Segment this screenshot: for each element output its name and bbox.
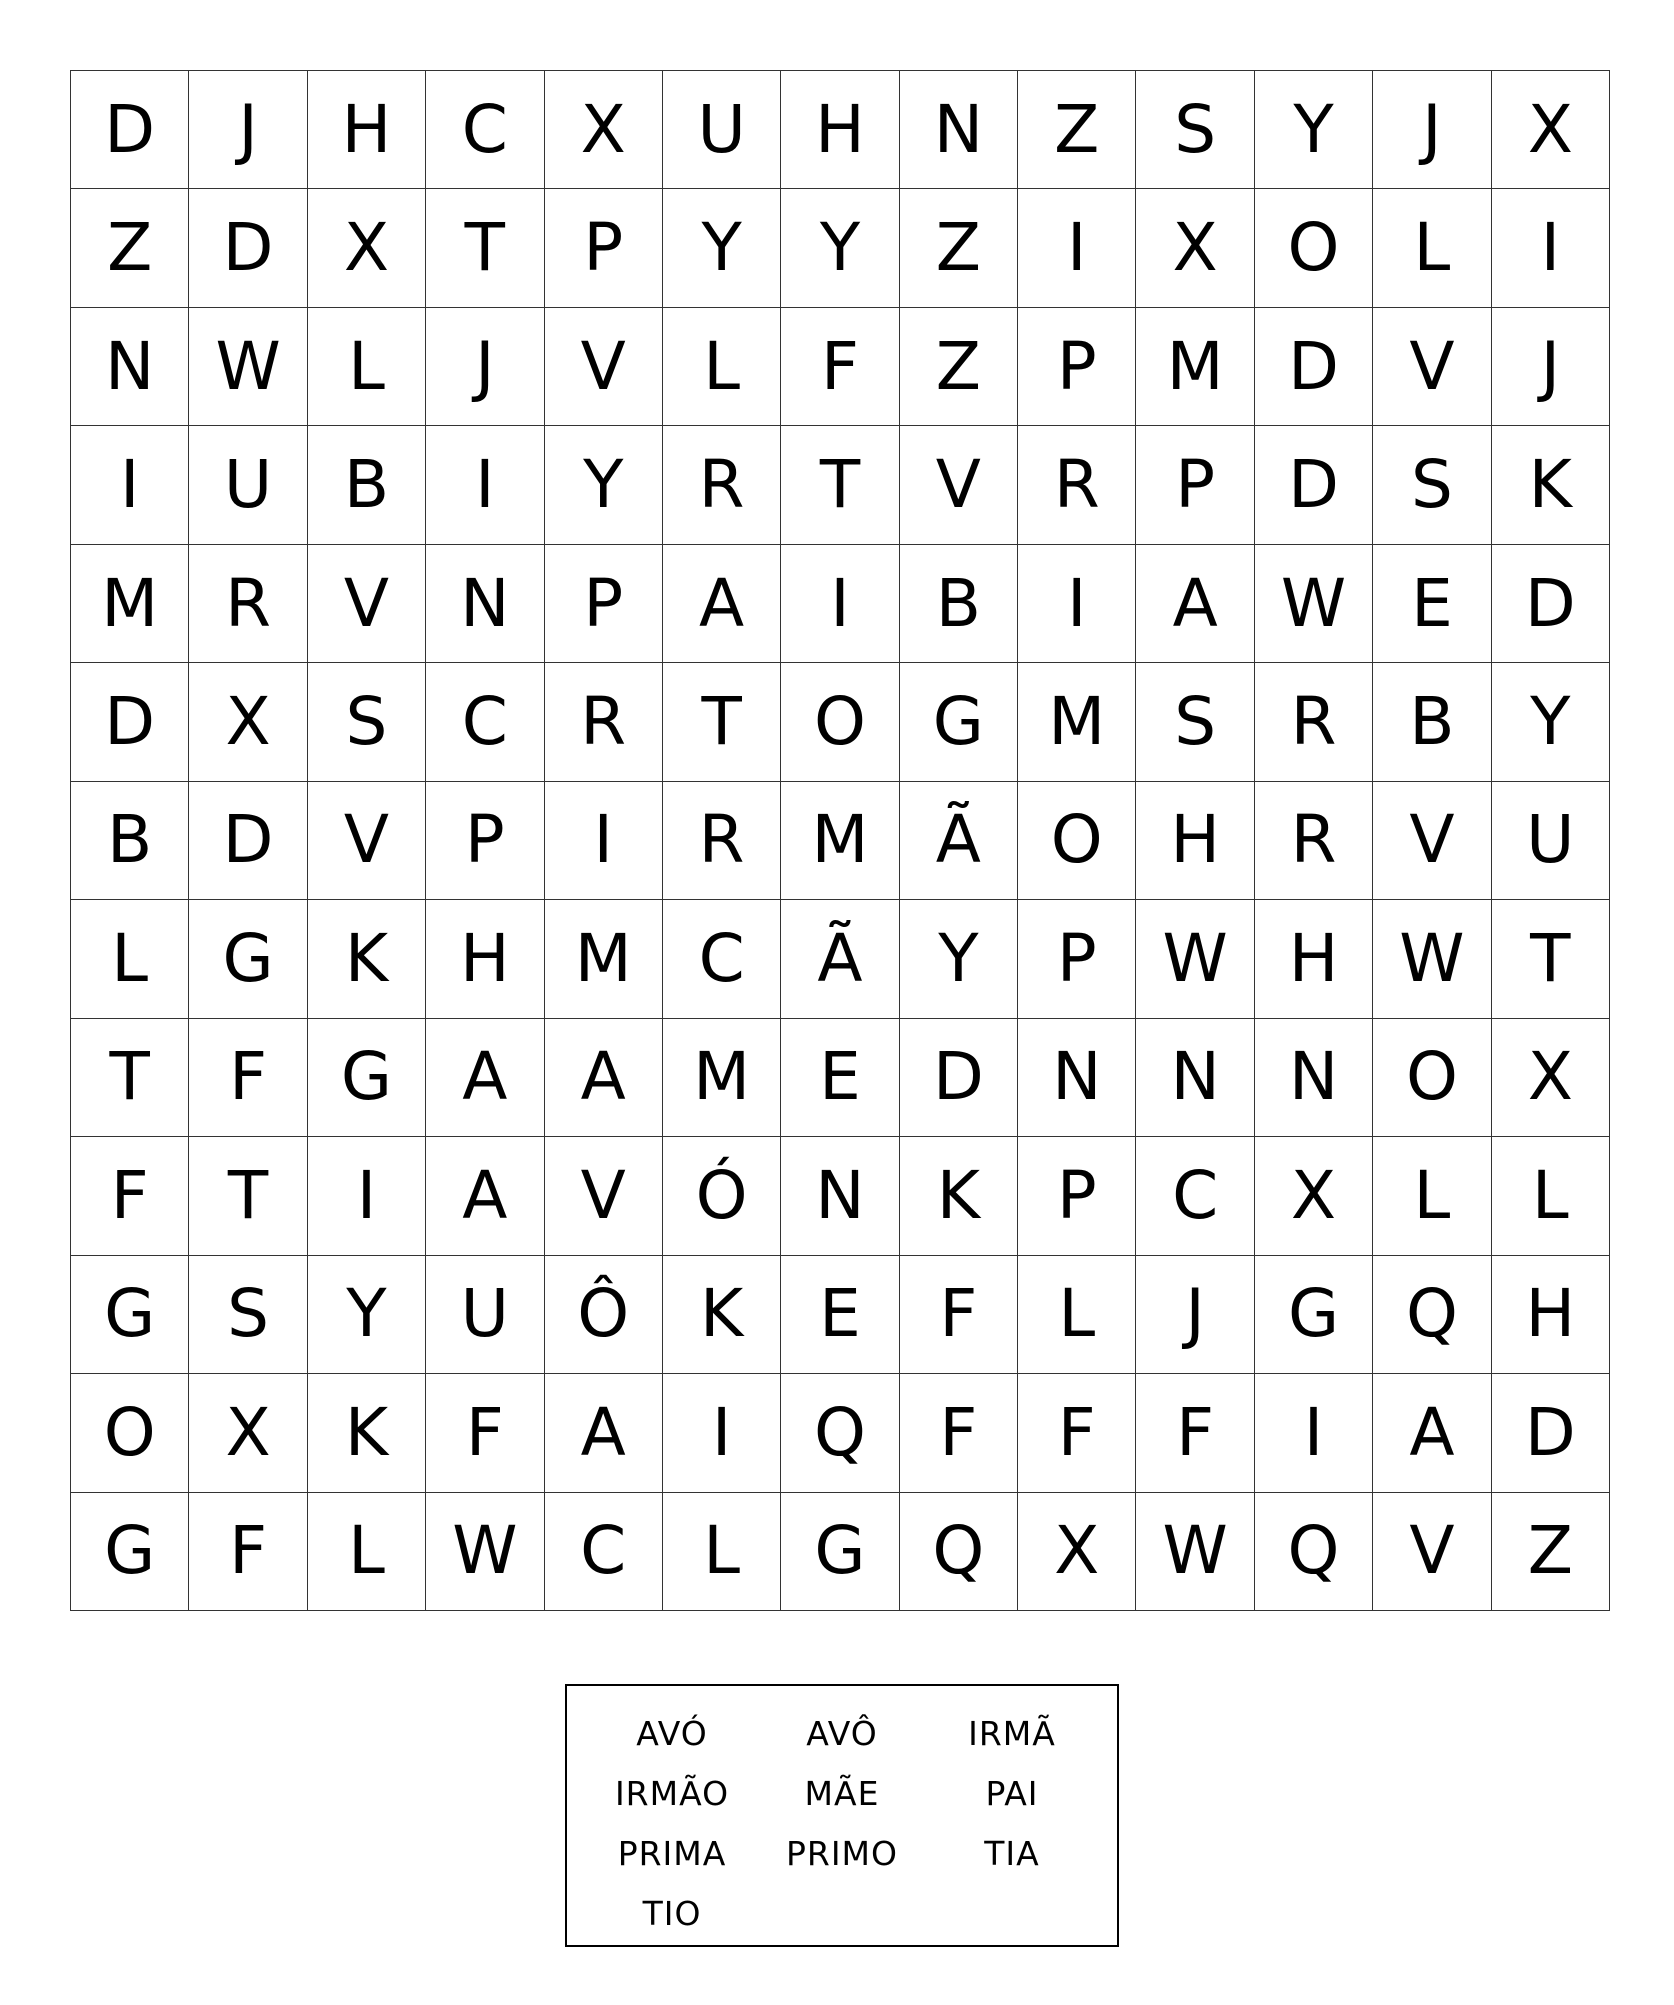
grid-cell[interactable]: F: [426, 1374, 544, 1492]
grid-cell[interactable]: E: [1373, 545, 1491, 663]
grid-cell[interactable]: N: [1255, 1019, 1373, 1137]
grid-cell[interactable]: V: [1373, 308, 1491, 426]
grid-cell[interactable]: I: [71, 426, 189, 544]
grid-cell[interactable]: I: [781, 545, 899, 663]
grid-cell[interactable]: E: [781, 1256, 899, 1374]
grid-cell[interactable]: B: [71, 782, 189, 900]
grid-cell[interactable]: F: [1136, 1374, 1254, 1492]
grid-cell[interactable]: H: [1136, 782, 1254, 900]
word-list-item: PAI: [985, 1774, 1039, 1813]
grid-cell[interactable]: L: [1373, 189, 1491, 307]
word-list-item: TIA: [984, 1834, 1040, 1873]
grid-cell[interactable]: C: [426, 663, 544, 781]
grid-cell[interactable]: N: [1018, 1019, 1136, 1137]
grid-cell[interactable]: T: [71, 1019, 189, 1137]
grid-cell[interactable]: Y: [900, 900, 1018, 1018]
word-list-item: IRMÃ: [968, 1714, 1056, 1753]
grid-cell[interactable]: Q: [900, 1493, 1018, 1611]
grid-cell[interactable]: V: [900, 426, 1018, 544]
grid-cell[interactable]: I: [545, 782, 663, 900]
word-list-box: [565, 1684, 1119, 1947]
grid-cell[interactable]: U: [1492, 782, 1610, 900]
grid-cell[interactable]: M: [71, 545, 189, 663]
word-list-item: AVÓ: [636, 1714, 708, 1753]
grid-cell[interactable]: Ó: [663, 1137, 781, 1255]
grid-cell[interactable]: W: [1373, 900, 1491, 1018]
grid-cell[interactable]: I: [1018, 545, 1136, 663]
grid-cell[interactable]: A: [1373, 1374, 1491, 1492]
grid-cell[interactable]: V: [308, 782, 426, 900]
grid-cell[interactable]: V: [545, 1137, 663, 1255]
grid-cell[interactable]: T: [1492, 900, 1610, 1018]
grid-cell[interactable]: P: [545, 189, 663, 307]
grid-cell[interactable]: O: [1018, 782, 1136, 900]
grid-cell[interactable]: P: [1018, 900, 1136, 1018]
grid-cell[interactable]: D: [71, 71, 189, 189]
grid-cell[interactable]: F: [1018, 1374, 1136, 1492]
grid-cell[interactable]: V: [545, 308, 663, 426]
grid-cell[interactable]: X: [189, 663, 307, 781]
grid-cell[interactable]: L: [663, 1493, 781, 1611]
grid-cell[interactable]: X: [1255, 1137, 1373, 1255]
grid-cell[interactable]: J: [1492, 308, 1610, 426]
grid-cell[interactable]: M: [545, 900, 663, 1018]
grid-cell[interactable]: A: [426, 1137, 544, 1255]
grid-cell[interactable]: D: [900, 1019, 1018, 1137]
grid-cell[interactable]: Ã: [781, 900, 899, 1018]
grid-cell[interactable]: D: [1492, 1374, 1610, 1492]
grid-cell[interactable]: W: [426, 1493, 544, 1611]
grid-cell[interactable]: F: [71, 1137, 189, 1255]
grid-cell[interactable]: V: [1373, 782, 1491, 900]
grid-cell[interactable]: N: [71, 308, 189, 426]
grid-cell[interactable]: A: [1136, 545, 1254, 663]
grid-cell[interactable]: L: [308, 1493, 426, 1611]
grid-cell[interactable]: K: [1492, 426, 1610, 544]
grid-cell[interactable]: F: [189, 1493, 307, 1611]
grid-cell[interactable]: Y: [308, 1256, 426, 1374]
grid-cell[interactable]: N: [900, 71, 1018, 189]
grid-cell[interactable]: V: [1373, 1493, 1491, 1611]
grid-cell[interactable]: Z: [1018, 71, 1136, 189]
grid-cell[interactable]: Y: [663, 189, 781, 307]
grid-cell[interactable]: F: [900, 1374, 1018, 1492]
grid-cell[interactable]: U: [189, 426, 307, 544]
grid-cell[interactable]: G: [71, 1493, 189, 1611]
grid-cell[interactable]: I: [1492, 189, 1610, 307]
grid-cell[interactable]: H: [781, 71, 899, 189]
word-list-item: TIO: [642, 1894, 702, 1933]
grid-cell[interactable]: O: [71, 1374, 189, 1492]
grid-cell[interactable]: Y: [1492, 663, 1610, 781]
grid-cell[interactable]: C: [545, 1493, 663, 1611]
grid-cell[interactable]: L: [663, 308, 781, 426]
grid-cell[interactable]: B: [1373, 663, 1491, 781]
grid-cell[interactable]: T: [189, 1137, 307, 1255]
grid-cell[interactable]: D: [189, 189, 307, 307]
grid-cell[interactable]: S: [308, 663, 426, 781]
grid-cell[interactable]: Z: [900, 189, 1018, 307]
grid-cell[interactable]: X: [545, 71, 663, 189]
grid-cell[interactable]: W: [1136, 900, 1254, 1018]
grid-cell[interactable]: D: [71, 663, 189, 781]
grid-cell[interactable]: O: [1255, 189, 1373, 307]
grid-cell[interactable]: R: [1018, 426, 1136, 544]
grid-cell[interactable]: B: [308, 426, 426, 544]
grid-cell[interactable]: P: [426, 782, 544, 900]
grid-cell[interactable]: I: [1018, 189, 1136, 307]
grid-cell[interactable]: P: [1136, 426, 1254, 544]
grid-cell[interactable]: M: [663, 1019, 781, 1137]
grid-cell[interactable]: O: [1373, 1019, 1491, 1137]
grid-cell[interactable]: R: [189, 545, 307, 663]
grid-cell[interactable]: I: [663, 1374, 781, 1492]
grid-cell[interactable]: O: [781, 663, 899, 781]
grid-cell[interactable]: R: [663, 782, 781, 900]
grid-cell[interactable]: X: [308, 189, 426, 307]
word-list: [567, 1704, 1117, 1944]
grid-cell[interactable]: X: [1492, 1019, 1610, 1137]
grid-cell[interactable]: G: [900, 663, 1018, 781]
grid-cell[interactable]: R: [545, 663, 663, 781]
grid-cell[interactable]: W: [1136, 1493, 1254, 1611]
grid-cell[interactable]: G: [71, 1256, 189, 1374]
grid-cell[interactable]: S: [1136, 71, 1254, 189]
letter-grid: [70, 70, 1610, 1611]
grid-cell[interactable]: G: [189, 900, 307, 1018]
grid-cell[interactable]: U: [663, 71, 781, 189]
grid-cell[interactable]: S: [1373, 426, 1491, 544]
grid-cell[interactable]: M: [1018, 663, 1136, 781]
grid-cell[interactable]: F: [900, 1256, 1018, 1374]
word-list-item: PRIMA: [617, 1834, 727, 1873]
grid-cell[interactable]: N: [1136, 1019, 1254, 1137]
grid-cell[interactable]: D: [189, 782, 307, 900]
grid-cell[interactable]: A: [545, 1019, 663, 1137]
grid-cell[interactable]: C: [1136, 1137, 1254, 1255]
grid-cell[interactable]: L: [1373, 1137, 1491, 1255]
grid-cell[interactable]: V: [308, 545, 426, 663]
word-list-item: AVÔ: [806, 1714, 878, 1753]
grid-cell[interactable]: R: [1255, 663, 1373, 781]
grid-cell[interactable]: C: [426, 71, 544, 189]
grid-cell[interactable]: I: [426, 426, 544, 544]
grid-cell[interactable]: Ã: [900, 782, 1018, 900]
grid-cell[interactable]: U: [426, 1256, 544, 1374]
grid-cell[interactable]: P: [1018, 308, 1136, 426]
grid-cell[interactable]: Ô: [545, 1256, 663, 1374]
grid-cell[interactable]: L: [1492, 1137, 1610, 1255]
grid-cell[interactable]: Z: [1492, 1493, 1610, 1611]
grid-cell[interactable]: Q: [1373, 1256, 1491, 1374]
grid-cell[interactable]: I: [1255, 1374, 1373, 1492]
grid-cell[interactable]: C: [663, 900, 781, 1018]
grid-cell[interactable]: A: [426, 1019, 544, 1137]
grid-cell[interactable]: M: [1136, 308, 1254, 426]
grid-cell[interactable]: Y: [1255, 71, 1373, 189]
grid-cell[interactable]: Q: [781, 1374, 899, 1492]
word-list-item: PRIMO: [785, 1834, 898, 1873]
grid-cell[interactable]: P: [1018, 1137, 1136, 1255]
grid-cell[interactable]: X: [1136, 189, 1254, 307]
grid-cell[interactable]: J: [426, 308, 544, 426]
grid-cell[interactable]: A: [545, 1374, 663, 1492]
grid-cell[interactable]: X: [1018, 1493, 1136, 1611]
grid-cell[interactable]: W: [189, 308, 307, 426]
grid-cell[interactable]: L: [1018, 1256, 1136, 1374]
word-list-item: MÃE: [804, 1774, 880, 1813]
grid-cell[interactable]: H: [1492, 1256, 1610, 1374]
grid-cell[interactable]: T: [426, 189, 544, 307]
grid-cell[interactable]: D: [1255, 308, 1373, 426]
grid-cell[interactable]: H: [308, 71, 426, 189]
grid-cell[interactable]: L: [71, 900, 189, 1018]
grid-cell[interactable]: K: [308, 900, 426, 1018]
grid-cell[interactable]: T: [663, 663, 781, 781]
grid-cell[interactable]: Z: [900, 308, 1018, 426]
grid-cell[interactable]: S: [1136, 663, 1254, 781]
grid-cell[interactable]: J: [1136, 1256, 1254, 1374]
grid-cell[interactable]: K: [308, 1374, 426, 1492]
grid-cell[interactable]: B: [900, 545, 1018, 663]
grid-cell[interactable]: Z: [71, 189, 189, 307]
grid-cell[interactable]: K: [900, 1137, 1018, 1255]
grid-cell[interactable]: M: [781, 782, 899, 900]
grid-cell[interactable]: H: [1255, 900, 1373, 1018]
grid-cell[interactable]: J: [1373, 71, 1491, 189]
grid-cell[interactable]: P: [545, 545, 663, 663]
grid-cell[interactable]: X: [1492, 71, 1610, 189]
grid-cell[interactable]: R: [1255, 782, 1373, 900]
grid-cell[interactable]: Y: [781, 189, 899, 307]
grid-cell[interactable]: K: [663, 1256, 781, 1374]
grid-cell[interactable]: H: [426, 900, 544, 1018]
grid-cell[interactable]: G: [781, 1493, 899, 1611]
grid-cell[interactable]: G: [308, 1019, 426, 1137]
grid-cell[interactable]: T: [781, 426, 899, 544]
grid-cell[interactable]: J: [189, 71, 307, 189]
grid-cell[interactable]: A: [663, 545, 781, 663]
grid-cell[interactable]: L: [308, 308, 426, 426]
grid-cell[interactable]: F: [189, 1019, 307, 1137]
grid-cell[interactable]: D: [1492, 545, 1610, 663]
grid-cell[interactable]: I: [308, 1137, 426, 1255]
grid-cell[interactable]: X: [189, 1374, 307, 1492]
grid-cell[interactable]: S: [189, 1256, 307, 1374]
grid-cell[interactable]: N: [781, 1137, 899, 1255]
grid-cell[interactable]: E: [781, 1019, 899, 1137]
grid-cell[interactable]: W: [1255, 545, 1373, 663]
word-list-item: IRMÃO: [614, 1774, 730, 1813]
grid-cell[interactable]: D: [1255, 426, 1373, 544]
grid-cell[interactable]: F: [781, 308, 899, 426]
grid-cell[interactable]: Q: [1255, 1493, 1373, 1611]
grid-cell[interactable]: G: [1255, 1256, 1373, 1374]
grid-cell[interactable]: Y: [545, 426, 663, 544]
grid-cell[interactable]: R: [663, 426, 781, 544]
grid-cell[interactable]: N: [426, 545, 544, 663]
